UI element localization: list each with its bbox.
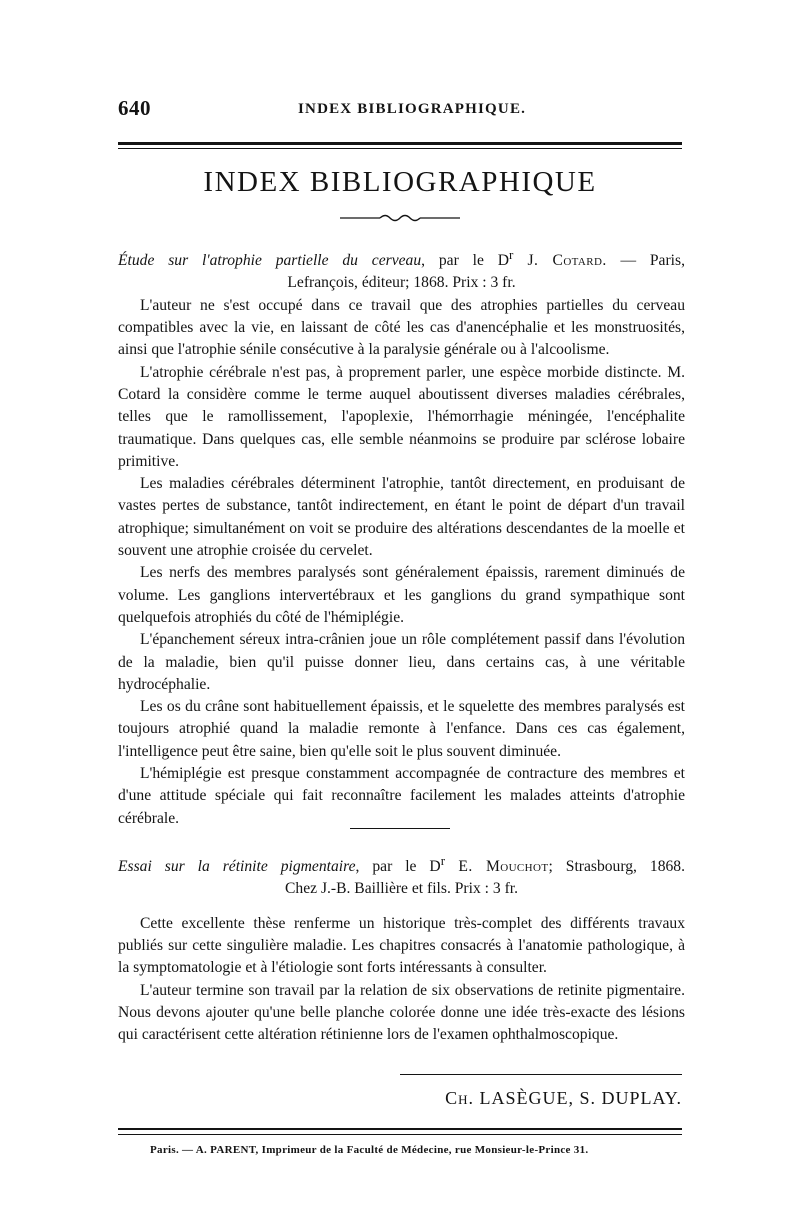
review-mouchot-paragraph: Cette excellente thèse renferme un historique très-complet des différents travaux publiés sur cette singulière maladie. Les chapitres consacrés à l'anatomie pathologique, à la symptomatologie et à l'étiologie sont forts intéressants à consulter. [118, 914, 685, 977]
review-cotard-title-line1 [118, 244, 685, 272]
review-cotard-paragraph: Les os du crâne sont habituellement épaissis, et le squelette des membres paralysés est toujours atrophié quand la maladie remonte à l'enfance. Dans ces cas également, l'intelligence peut être saine, bien qu'elle soit le plus souvent diminuée. [118, 698, 685, 760]
review-mouchot-book-title: Essai sur la rétinite pigmentaire [118, 858, 356, 876]
review-mouchot-publisher: Chez J.-B. Baillière et fils. Prix : 3 fr. [285, 880, 518, 898]
main-title: INDEX BIBLIOGRAPHIQUE [203, 166, 597, 198]
section-separator [350, 828, 450, 829]
review-cotard-paragraph: L'hémiplégie est presque constamment accompagnée de contracture des membres et d'une attitude spéciale qui fait reconnaître facilement les malades atteints d'atrophie cérébrale. [118, 765, 685, 827]
review-cotard-author: J. Cotard. [513, 252, 607, 270]
review-cotard-paragraph: Les nerfs des membres paralysés sont généralement épaissis, rarement diminués de volume. Les ganglions intervertébraux et les ganglions du grand sympathique sont quelquefois atrophiés du côté de l'hémiplégie. [118, 564, 685, 626]
running-title: INDEX BIBLIOGRAPHIQUE. [298, 101, 527, 117]
review-mouchot-sup: r [440, 853, 446, 868]
footer-rule-thick [118, 1128, 682, 1130]
printer-imprint: Paris. — A. PARENT, Imprimeur de la Faculté de Médecine, rue Monsieur-le-Prince 31. [150, 1144, 589, 1156]
ornament-divider [340, 212, 460, 224]
review-cotard-book-title: Étude sur l'atrophie partielle du cerveau [118, 252, 422, 270]
review-cotard-sup: r [508, 247, 514, 262]
signature-rule [400, 1074, 682, 1075]
review-cotard [118, 244, 685, 830]
footer-rule-thin [118, 1134, 682, 1135]
review-cotard-paragraph: L'auteur ne s'est occupé dans ce travail que des atrophies partielles du cerveau compatibles avec la vie, en laissant de côté les cas d'anencéphalie et les monstruosités, ainsi que l'atrophie sénile consécutive à la paralysie générale ou à l'alcoolisme. [118, 296, 685, 359]
header-rule-thin [118, 148, 682, 149]
review-mouchot-place: ; Strasbourg, 1868. [548, 858, 685, 876]
running-head [118, 96, 682, 126]
review-cotard-by: , par le D [421, 252, 509, 270]
review-mouchot-paragraph: L'auteur termine son travail par la relation de six observations de retinite pigmentaire. Nous devons ajouter qu'une belle planche colorée donne une idée très-exacte des lésions qui caractérisent cette altération rétinienne lors de l'examen ophthalmoscopique. [118, 981, 685, 1044]
review-mouchot-by: , par le D [355, 858, 441, 876]
page-number: 640 [118, 96, 151, 120]
review-mouchot [118, 850, 685, 1047]
review-mouchot-title [118, 850, 685, 901]
review-cotard-paragraph: L'atrophie cérébrale n'est pas, à proprement parler, une espèce morbide distincte. M. Cotard la considère comme le terme auquel aboutissent diverses maladies cérébrales, telles que le ramollissement, l'apoplexie, l'hémorrhagie méningée, l'encéphalite traumatique. Dans quelques cas, elle semble néanmoins se produire par sclérose lobaire primitive. [118, 363, 685, 470]
review-cotard-place: — Paris, [606, 252, 685, 270]
review-cotard-publisher: Lefrançois, éditeur; 1868. Prix : 3 fr. [287, 274, 516, 292]
review-mouchot-title-line1 [118, 850, 685, 878]
review-cotard-paragraph: Les maladies cérébrales déterminent l'atrophie, tantôt directement, en produisant de vastes pertes de substance, tantôt indirectement, en étant le point de départ d'un travail atrophique; simultanément on voit se produire des altérations descendantes de la moelle et souvent une atrophie croisée du cervelet. [118, 475, 685, 560]
header-rule-thick [118, 142, 682, 145]
review-cotard-title [118, 244, 685, 295]
review-mouchot-author: E. Mouchot [445, 858, 549, 876]
signature: Ch. LASÈGUE, S. DUPLAY. [445, 1088, 682, 1108]
review-cotard-paragraph: L'épanchement séreux intra-crânien joue un rôle complétement passif dans l'évolution de la maladie, bien qu'il puisse donner lieu, dans certains cas, à une véritable hydrocéphalie. [118, 631, 685, 693]
